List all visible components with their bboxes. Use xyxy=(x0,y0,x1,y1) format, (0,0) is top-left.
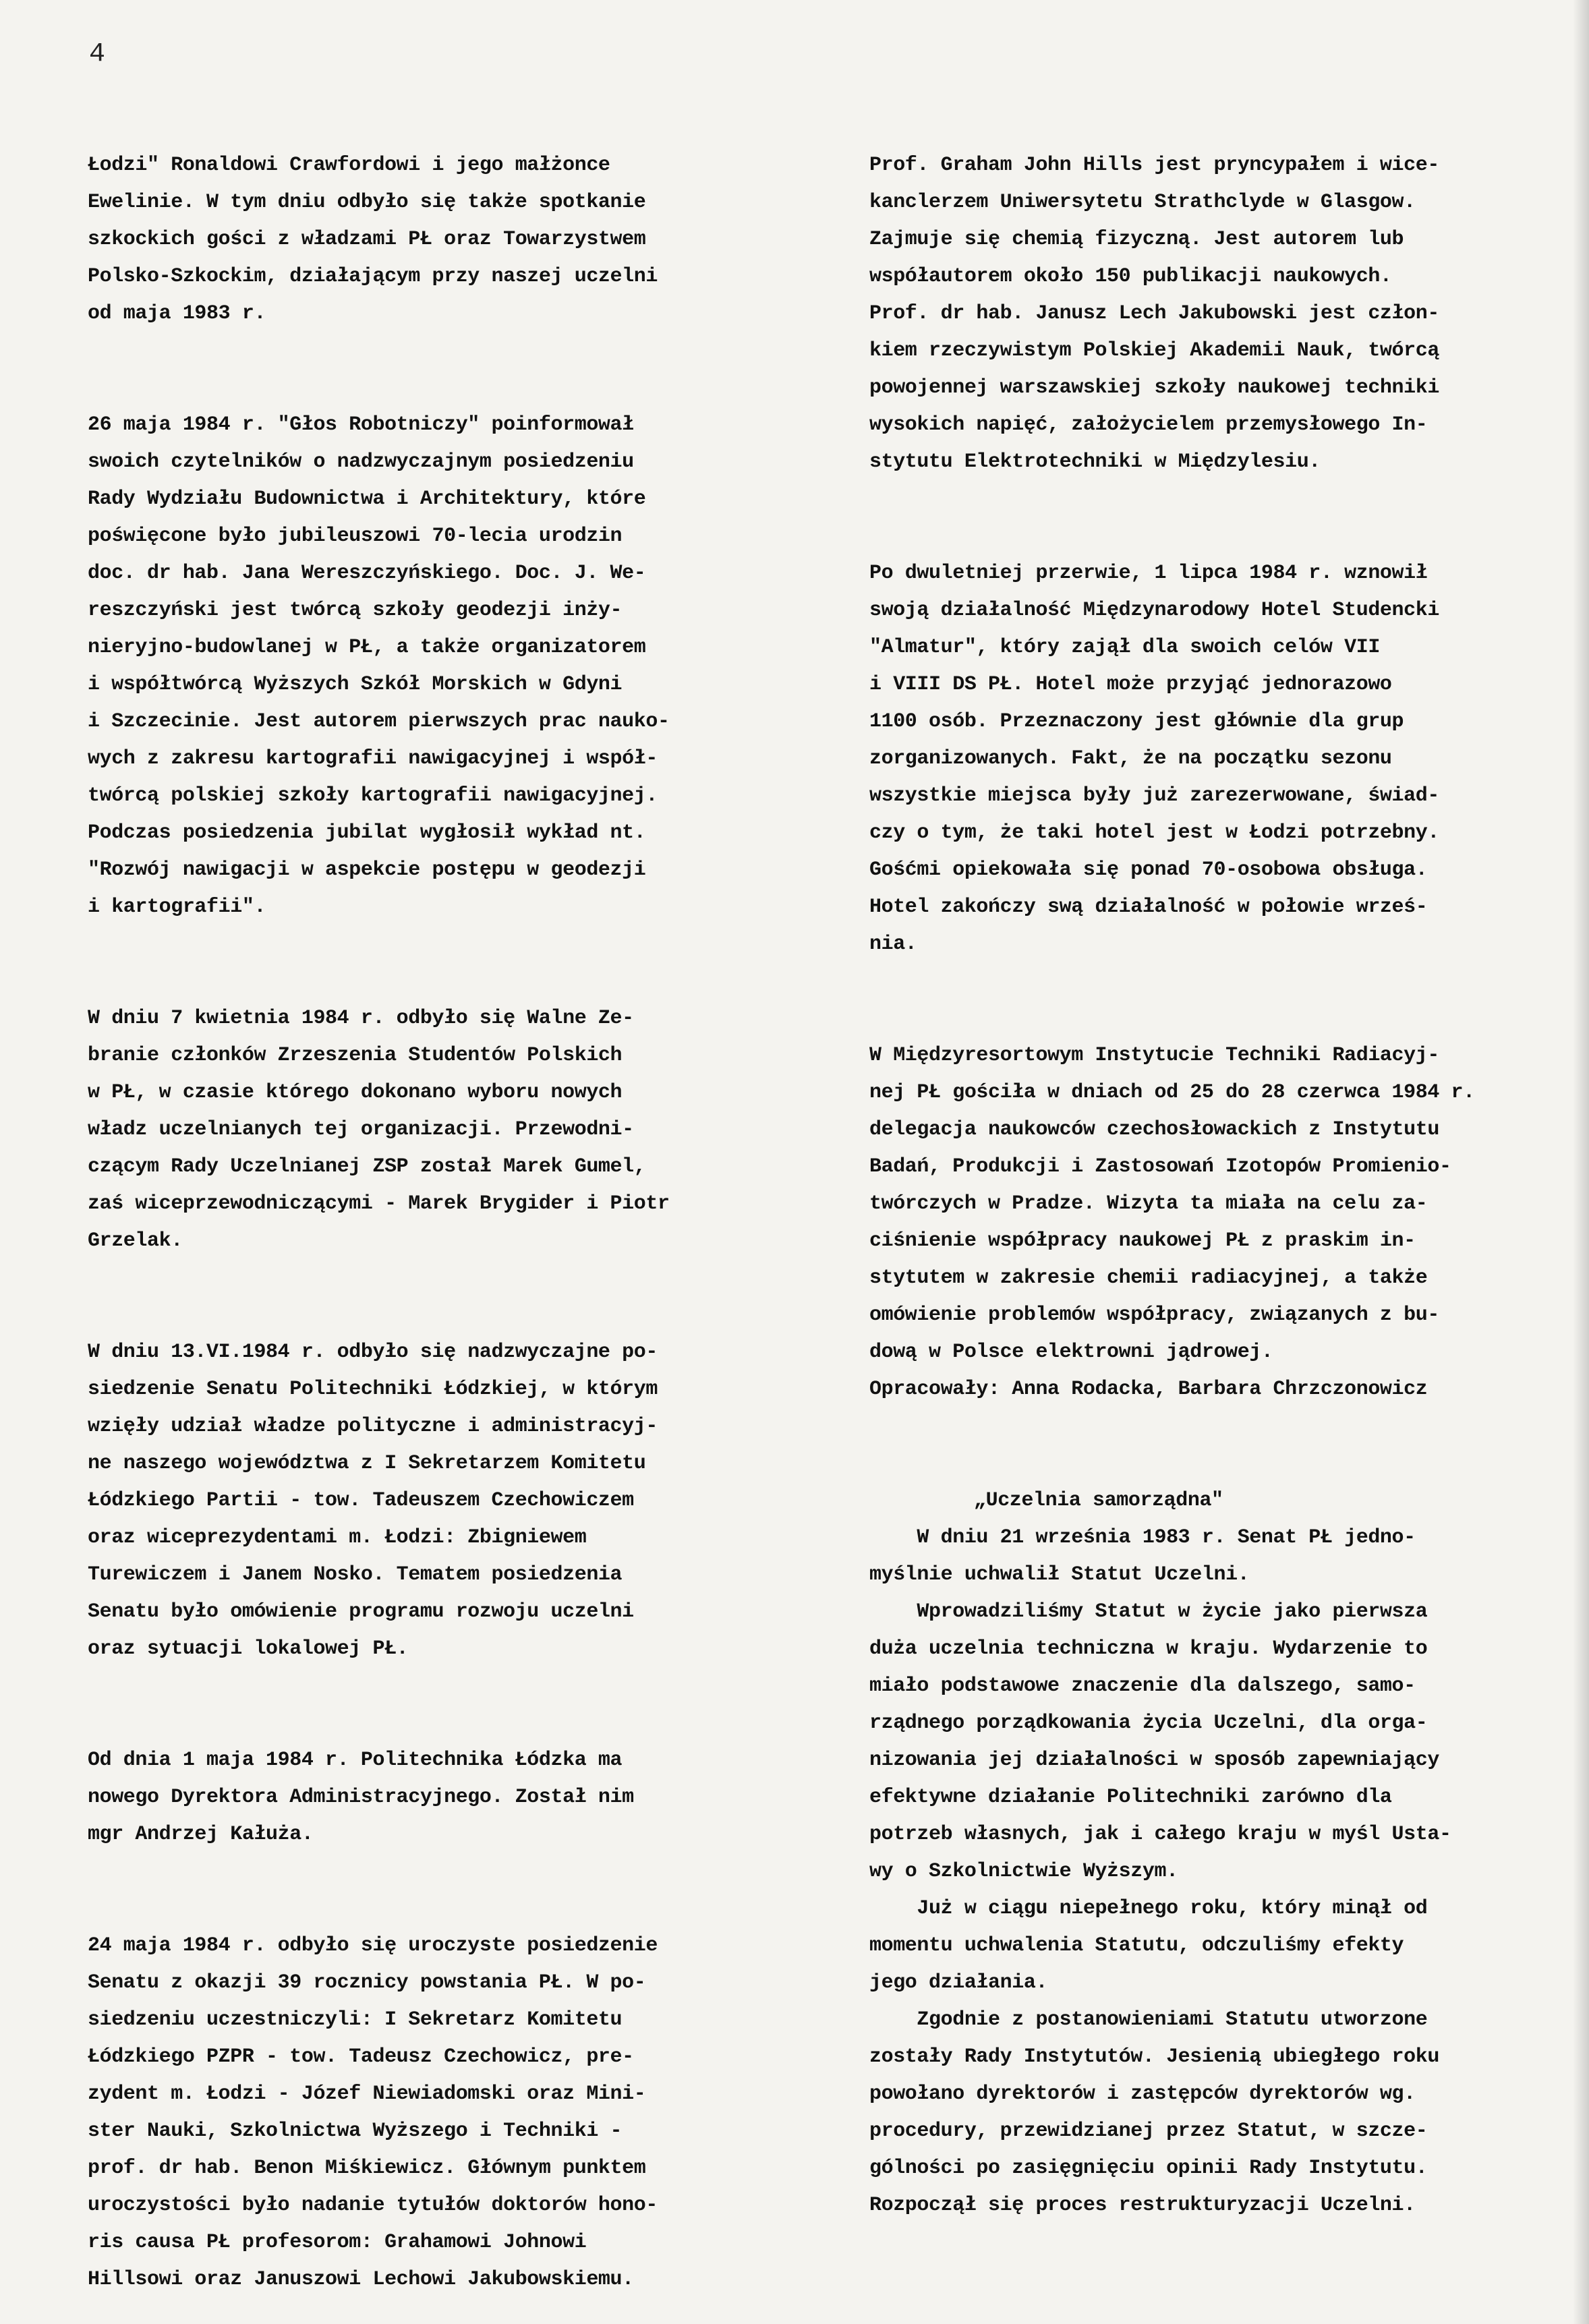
section-paragraph-statute-introduced: Wprowadziliśmy Statut w życie jako pierwsza duża uczelnia techniczna w kraju. Wydarzenie to miało podstawowe znaczenie dla dalszego, samo- rządnego porządkowania życia Uczelni, dla orga- nizowania jej działalności w sposób zapewniający efektywne działanie Politechniki zarówno dla potrzeb własnych, jak i całego kraju w myśl Usta- wy o Szkolnictwie Wyższym. xyxy=(869,1600,1451,1883)
page-number: 4 xyxy=(89,39,106,69)
paragraph-honorary-doctors: Prof. Graham John Hills jest pryncypałem i wice- kanclerzem Uniwersytetu Strathclyde w Glasgow. Zajmuje się chemią fizyczną. Jest autorem lub współautorem około 150 publikacji naukowych. Prof. dr hab. Janusz Lech Jakubowski jest człon- kiem rzeczywistym Polskiej Akademii Nauk, twórcą powojennej warszawskiej szkoły naukowej techniki wysokich napięć, założycielem przemysłowego In- stytutu Elektrotechniki w Międzylesiu. xyxy=(869,154,1439,473)
paragraph-radiation-institute: W Międzyresortowym Instytucie Techniki Radiacyj- nej PŁ gościła w dniach od 25 do 28 czerwca 1984 r. delegacja naukowców czechosłowackich z Instytutu Badań, Produkcji i Zastosowań Izotopów Promienio- twórczych w Pradze. Wizyta ta miała na celu za- ciśnienie współpracy naukowej PŁ z praskim in- stytutem w zakresie chemii radiacyjnej, a także omówienie problemów współpracy, związanych z bu- dową w Polsce elektrowni jądrowej. Opracowały: Anna Rodacka, Barbara Chrzczonowicz xyxy=(869,1044,1475,1401)
left-column xyxy=(88,147,765,2324)
paragraph-wereszczynski: 26 maja 1984 r. "Głos Robotniczy" poinformował swoich czytelników o nadzwyczajnym posiedzeniu Rady Wydziału Budownictwa i Architektury, które poświęcone było jubileuszowi 70-lecia urodzin doc. dr hab. Jana Wereszczyńskiego. Doc. J. We- reszczyński jest twórcą szkoły geodezji inży- nieryjno-budowlanej w PŁ, a także organizatorem i współtwórcą Wyższych Szkół Morskich w Gdyni i Szczecinie. Jest autorem pierwszych prac nauko- wych z zakresu kartografii nawigacyjnej i współ- twórcą polskiej szkoły kartografii nawigacyjnej. Podczas posiedzenia jubilat wygłosił wykład nt. "Rozwój nawigacji w aspekcie postępu w geodezji i kartografii". xyxy=(88,413,670,919)
scan-edge-shadow xyxy=(1573,0,1589,2324)
section-paragraph-institute-councils: Zgodnie z postanowieniami Statutu utworzone zostały Rady Instytutów. Jesienią ubiegłego roku powołano dyrektorów i zastępców dyrektorów wg. procedury, przewidzianej przez Statut, w szcze- gólności po zasięgnięciu opinii Rady Instytutu. Rozpoczął się proces restrukturyzacji Uczelni. xyxy=(869,2008,1439,2217)
paragraph-crawford: Łodzi" Ronaldowi Crawfordowi i jego małżonce Ewelinie. W tym dniu odbyło się także spotkanie szkockich gości z władzami PŁ oraz Towarzystwem Polsko-Szkockim, działającym przy naszej uczelni od maja 1983 r. xyxy=(88,154,658,325)
paragraph-almatur-hotel: Po dwuletniej przerwie, 1 lipca 1984 r. wznowił swoją działalność Międzynarodowy Hotel Studencki "Almatur", który zajął dla swoich celów VII i VIII DS PŁ. Hotel może przyjąć jednorazowo 1100 osób. Przeznaczony jest głównie dla grup zorganizowanych. Fakt, że na początku sezonu wszystkie miejsca były już zarezerwowane, świad- czy o tym, że taki hotel jest w Łodzi potrzebny. Gośćmi opiekowała się ponad 70-osobowa obsługa. Hotel zakończy swą działalność w połowie wrześ- nia. xyxy=(869,562,1439,956)
right-column xyxy=(869,147,1547,2224)
paragraph-zsp-meeting: W dniu 7 kwietnia 1984 r. odbyło się Walne Ze- branie członków Zrzeszenia Studentów Polskich w PŁ, w czasie którego dokonano wyboru nowych władz uczelnianych tej organizacji. Przewodni- czącym Rady Uczelnianej ZSP został Marek Gumel, zaś wiceprzewodniczącymi - Marek Brygider i Piotr Grzelak. xyxy=(88,1007,670,1252)
section-heading: „Uczelnia samorządna" xyxy=(974,1489,1223,1512)
paragraph-senate-extraordinary: W dniu 13.VI.1984 r. odbyło się nadzwyczajne po- siedzenie Senatu Politechniki Łódzkiej, w którym wzięły udział władze polityczne i administracyj- ne naszego województwa z I Sekretarzem Komitetu Łódzkiego Partii - tow. Tadeuszem Czechowiczem oraz wiceprezydentami m. Łodzi: Zbigniewem Turewiczem i Janem Nosko. Tematem posiedzenia Senatu było omówienie programu rozwoju uczelni oraz sytuacji lokalowej PŁ. xyxy=(88,1341,658,1660)
section-paragraph-statute-effects: Już w ciągu niepełnego roku, który minął od momentu uchwalenia Statutu, odczuliśmy efekty jego działania. xyxy=(869,1897,1428,1994)
paragraph-anniversary-senate: 24 maja 1984 r. odbyło się uroczyste posiedzenie Senatu z okazji 39 rocznicy powstania PŁ. W po- siedzeniu uczestniczyli: I Sekretarz Komitetu Łódzkiego PZPR - tow. Tadeusz Czechowicz, pre- zydent m. Łodzi - Józef Niewiadomski oraz Mini- ster Nauki, Szkolnictwa Wyższego i Techniki - prof. dr hab. Benon Miśkiewicz. Głównym punktem uroczystości było nadanie tytułów doktorów hono- ris causa PŁ profesorom: Grahamowi Johnowi Hillsowi oraz Januszowi Lechowi Jakubowskiemu. xyxy=(88,1934,658,2291)
paragraph-administrative-director: Od dnia 1 maja 1984 r. Politechnika Łódzka ma nowego Dyrektora Administracyjnego. Został nim mgr Andrzej Kałuża. xyxy=(88,1749,634,1846)
section-paragraph-statute-adopted: W dniu 21 września 1983 r. Senat PŁ jedno- myślnie uchwalił Statut Uczelni. xyxy=(869,1526,1416,1586)
